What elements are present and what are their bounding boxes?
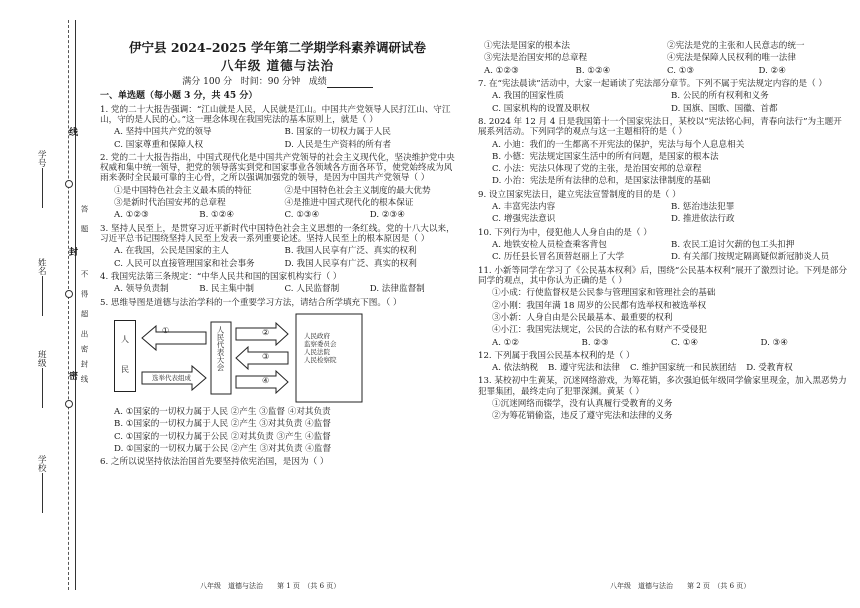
warn-char: 得	[80, 290, 89, 298]
organs-list	[304, 332, 337, 365]
item: ③是新时代治国安邦的总章程	[114, 198, 226, 209]
option[interactable]: D. 推进依法行政	[671, 214, 735, 225]
question-9-options	[478, 202, 850, 212]
warn-char: 超	[80, 310, 89, 318]
option-letter: D.	[114, 443, 124, 454]
label-class: 班级	[36, 350, 47, 367]
diagram-num: ④	[262, 375, 270, 385]
question-2-options	[100, 210, 455, 220]
grade-label: 成绩	[308, 77, 327, 87]
seal-hole	[65, 180, 73, 188]
item: ①沉迷网络而辍学，没有认真履行受教育的义务	[492, 399, 673, 410]
option[interactable]: A. 丰富宪法内容	[492, 202, 556, 213]
option[interactable]: D. 国旗、国歌、国徽、首都	[671, 103, 778, 114]
blank-line	[42, 368, 43, 408]
question-2: 2. 党的二十大报告指出，中国式现代化是中国共产党领导的社会主义现代化，坚决维护党中央权威和集中统一领导，把党的领导落实到党和国家事业各领域各方面各环节，使党始终成为风雨来袭时全民最可靠的主心骨，之所以强调加强党的领导，是因为中国共产党领导（ ）	[100, 152, 455, 184]
seal-dashed-line	[68, 20, 69, 590]
seal-hole	[65, 400, 73, 408]
people-box	[114, 320, 136, 392]
item: ②是中国特色社会主义制度的最大优势	[284, 185, 431, 196]
option[interactable]: B. 惩治违法犯罪	[671, 202, 735, 213]
question-9: 9. 设立国家宪法日，建立宪法宣誓制度的目的是（ ）	[478, 189, 681, 200]
seal-char: 密	[69, 372, 79, 382]
grade-blank[interactable]	[327, 78, 373, 88]
question-1-options	[100, 127, 455, 137]
item: ④小江：我国宪法规定，公民的合法的私有财产不受侵犯	[492, 325, 707, 336]
option[interactable]: B. 遵守宪法和法律	[548, 363, 620, 374]
option[interactable]: D. ②③④	[369, 210, 405, 221]
warn-char: 线	[80, 375, 89, 383]
blank-line	[42, 168, 43, 208]
option[interactable]: B. 农民工追讨欠薪的包工头扣押	[671, 240, 795, 250]
option[interactable]: C. ①③	[667, 65, 695, 76]
question-9-options	[478, 214, 850, 224]
option-part: ②产生	[230, 406, 257, 417]
question-6: 6. 之所以说坚持依法治国首先要坚持依宪治国，是因为（ ）	[100, 457, 329, 468]
option[interactable]: C. 国家机构的设置及职权	[492, 103, 590, 114]
q6-options	[478, 66, 850, 76]
question-10-options	[478, 252, 850, 262]
warn-char: 封	[80, 360, 89, 368]
question-12-options	[478, 363, 850, 373]
option-part: ④监督	[305, 419, 331, 430]
option-part: ③对其负责	[259, 443, 303, 454]
option[interactable]: A. 依法纳税	[492, 363, 539, 374]
question-7-options	[478, 104, 850, 114]
option[interactable]: B. ②③	[581, 337, 609, 348]
congress-text: 人民代表大会	[216, 325, 225, 371]
question-4: 4. 我国宪法第三条规定：“中华人民共和国的国家机构实行（ ）	[100, 271, 342, 282]
option[interactable]: D. 受教育权	[746, 363, 793, 374]
option-part: ①国家的一切权力属于公民	[126, 443, 229, 454]
option[interactable]: C. 人民监督制	[284, 284, 340, 295]
question-10: 10. 下列行为中，侵犯他人人身自由的是（ ）	[478, 227, 652, 238]
diagram-num: ①	[162, 325, 170, 335]
item: ③小新：人身自由是公民最基本、最重要的权利	[492, 312, 673, 323]
question-2-items	[100, 198, 455, 208]
elect-text: 选举代表组成	[152, 373, 191, 382]
binding-strip	[0, 0, 95, 608]
option-letter: B.	[114, 419, 124, 430]
question-5: 5. 思维导图是道德与法治学科的一个重要学习方法，请结合所学填充下图。（ ）	[100, 297, 402, 308]
diagram-num: ②	[262, 327, 270, 337]
question-11: 11. 小新等同学在学习了《公民基本权利》后，围绕“公民基本权利”展开了激烈讨论。下列是部分同学的观点，其中你认为正确的是（ ）	[478, 265, 847, 286]
option[interactable]: C. ①③④	[284, 210, 320, 221]
option-part: ①国家的一切权力属于公民	[125, 431, 228, 442]
option-part: ③监督	[259, 406, 285, 417]
score-line	[100, 77, 455, 88]
option-letter: A.	[114, 406, 123, 417]
warn-char: 密	[80, 345, 89, 353]
q5-option-b[interactable]	[100, 419, 455, 429]
question-10-options	[478, 240, 850, 250]
option-part: ③产生	[276, 431, 303, 442]
option[interactable]: A. ①②③	[114, 210, 149, 221]
q5-option-d[interactable]	[100, 444, 455, 454]
warn-char: 答	[80, 205, 89, 213]
option[interactable]: C. 国家尊重和保障人权	[114, 139, 204, 150]
q6-items	[478, 53, 850, 63]
warn-char: 题	[80, 225, 89, 233]
option[interactable]: C. ①④	[671, 337, 699, 348]
question-8: 8. 2024 年 12 月 4 日是我国第十一个国家宪法日，某校以“宪法铭心间，青春向法行”为主题开展系列活动。下列同学的观点与这一主题相符的是（ ）	[478, 116, 842, 138]
option[interactable]: A. ①②③	[484, 65, 519, 76]
question-13: 13. 某校初中生黄某，沉迷网络游戏，为筹花销，多次强迫低年级同学偷家里现金，加入黑恶势力犯罪集团，最终走向了犯罪深渊。黄某（ ）	[478, 376, 847, 397]
arrow-left	[142, 326, 206, 350]
item: ②小刚：我国年满 18 周岁的公民都有选举权和被选举权	[492, 300, 707, 311]
organ: 监察委员会	[304, 340, 337, 349]
warn-char: 不	[80, 270, 89, 278]
option-part: ④对其负责	[287, 406, 331, 417]
exam-time: 时间：90 分钟	[240, 77, 301, 87]
option[interactable]: B. ①②④	[199, 210, 235, 221]
question-7-options	[478, 91, 850, 101]
option[interactable]: D. 有关部门按规定隔离疑似新冠肺炎人员	[671, 252, 830, 263]
option[interactable]: A. 领导负责制	[114, 284, 169, 295]
option[interactable]: A. 在我国，公民是国家的主人	[114, 246, 229, 257]
people-char: 民	[121, 364, 129, 374]
full-score: 满分 100 分	[182, 77, 233, 87]
organ: 人民政府	[304, 331, 330, 340]
option[interactable]: B. 国家的一切权力属于人民	[284, 127, 391, 138]
question-3: 3. 坚持人民至上，是贯穿习近平新时代中国特色社会主义思想的一条红线。党的十八大以来，习近平总书记围绕坚持人民至上发表一系列重要论述。坚持人民至上的根本原因是（ ）	[100, 223, 455, 245]
option[interactable]: A. 坚持中国共产党的领导	[114, 127, 212, 138]
q6-items	[478, 41, 850, 51]
question-3-options	[100, 259, 455, 269]
item: ①小成：行使监督权是公民参与管理国家和管理社会的基础	[492, 288, 716, 299]
option[interactable]: C. 增强宪法意识	[492, 214, 556, 225]
option-part: ④监督	[304, 431, 331, 442]
option-part: ②产生	[231, 443, 257, 454]
exam-subtitle: 八年级 道德与法治	[220, 58, 335, 73]
page-2-footer: 八年级 道德与法治 第 2 页 （共 6 页）	[610, 582, 751, 590]
exam-title: 伊宁县 2024–2025 学年第二学期学科素养调研试卷	[128, 40, 427, 55]
blank-line	[42, 276, 43, 316]
label-student-id: 学号	[36, 150, 47, 167]
item: ④宪法是保障人民权利的唯一法律	[667, 53, 796, 64]
option[interactable]: D. 法律监督制	[369, 284, 425, 295]
option[interactable]: A. 地铁安检人员检查乘客背包	[492, 240, 607, 250]
option-part: ③对其负责	[259, 419, 303, 430]
seal-hole	[65, 290, 73, 298]
item: ①宪法是国家的根本法	[484, 41, 570, 51]
page-1	[100, 40, 455, 467]
diagram-num: ③	[262, 351, 270, 361]
option-part: ①国家的一切权力属于人民	[125, 406, 228, 417]
option[interactable]: D. 我国人民享有广泛、真实的权利	[284, 258, 417, 269]
item: ③宪法是治国安邦的总章程	[484, 53, 588, 64]
page-1-footer: 八年级 道德与法治 第 1 页 （共 6 页）	[200, 582, 341, 590]
q5-option-c[interactable]	[100, 432, 455, 442]
option[interactable]: B. 公民的所有权利和义务	[671, 91, 769, 102]
question-1-options	[100, 140, 455, 150]
label-school: 学校	[36, 455, 47, 472]
question-11-options	[478, 338, 850, 348]
option[interactable]: D. ③④	[760, 337, 788, 348]
seal-char: 线	[69, 128, 79, 138]
label-name: 姓名	[36, 258, 47, 275]
question-7: 7. 在“宪法晨读”活动中，大家一起诵读了宪法部分章节。下列不属于宪法规定内容的是（ ）	[478, 78, 828, 89]
question-1: 1. 党的二十大报告强调：“江山就是人民，人民就是江山。中国共产党领导人民打江山、守江山，守的是人民的心。”这一理念体现在我国宪法的基本原则上，就是（ ）	[100, 104, 451, 125]
option[interactable]: C. 小法：宪法只体现了党的主张，是治国安邦的总章程	[492, 164, 702, 175]
option-letter: C.	[114, 431, 124, 442]
option[interactable]: A. 我国的国家性质	[492, 91, 564, 102]
option-part: ②对其负责	[230, 431, 274, 442]
question-2-items	[100, 186, 455, 196]
item: ①是中国特色社会主义最本质的特征	[114, 185, 252, 196]
page-2	[478, 41, 850, 422]
option[interactable]: B. 我国人民享有广泛、真实的权利	[284, 246, 417, 257]
option-part: ②产生	[230, 419, 257, 430]
option[interactable]: D. ②④	[758, 65, 786, 76]
item: ④是推进中国式现代化的根本保证	[284, 198, 414, 209]
mind-map-diagram	[114, 312, 364, 404]
people-char: 人	[121, 334, 129, 344]
option[interactable]: D. 小治：宪法是所有法律的总和，是国家法律制度的基础	[492, 176, 711, 187]
organ: 人民法院	[304, 348, 330, 357]
option[interactable]: C. 人民可以直接管理国家和社会事务	[114, 258, 255, 269]
question-4-options	[100, 284, 455, 294]
seal-line	[75, 20, 76, 590]
warn-char: 出	[80, 330, 89, 338]
option[interactable]: B. ①②④	[575, 65, 611, 76]
option-part: ④监督	[305, 443, 332, 454]
option[interactable]: B. 小德：宪法规定国家生活中的所有问题，是国家的根本法	[492, 151, 719, 162]
option-part: ①国家的一切权力属于人民	[125, 419, 229, 430]
question-3-options	[100, 246, 455, 256]
item: ②为筹花销偷盗，违反了遵守宪法和法律的义务	[492, 411, 673, 422]
option[interactable]: A. 小迪：我们的一生都离不开宪法的保护，宪法与每个人息息相关	[492, 139, 745, 150]
option[interactable]: C. 历任县长冒名顶替赵丽上了大学	[492, 252, 625, 263]
question-12: 12. 下列属于我国公民基本权利的是（ ）	[478, 350, 635, 361]
seal-char: 封	[69, 248, 79, 258]
option[interactable]: D. 人民是生产资料的所有者	[284, 139, 392, 150]
organ: 人民检察院	[304, 356, 337, 365]
q5-option-a[interactable]	[100, 407, 455, 417]
section-title: 一、单选题（每小题 3 分，共 45 分）	[100, 90, 258, 101]
item: ②宪法是党的主张和人民意志的统一	[667, 41, 805, 51]
blank-line	[42, 473, 43, 513]
option[interactable]: A. ①②	[492, 337, 520, 348]
option[interactable]: C. 维护国家统一和民族团结	[629, 363, 737, 374]
option[interactable]: B. 民主集中制	[199, 284, 254, 295]
